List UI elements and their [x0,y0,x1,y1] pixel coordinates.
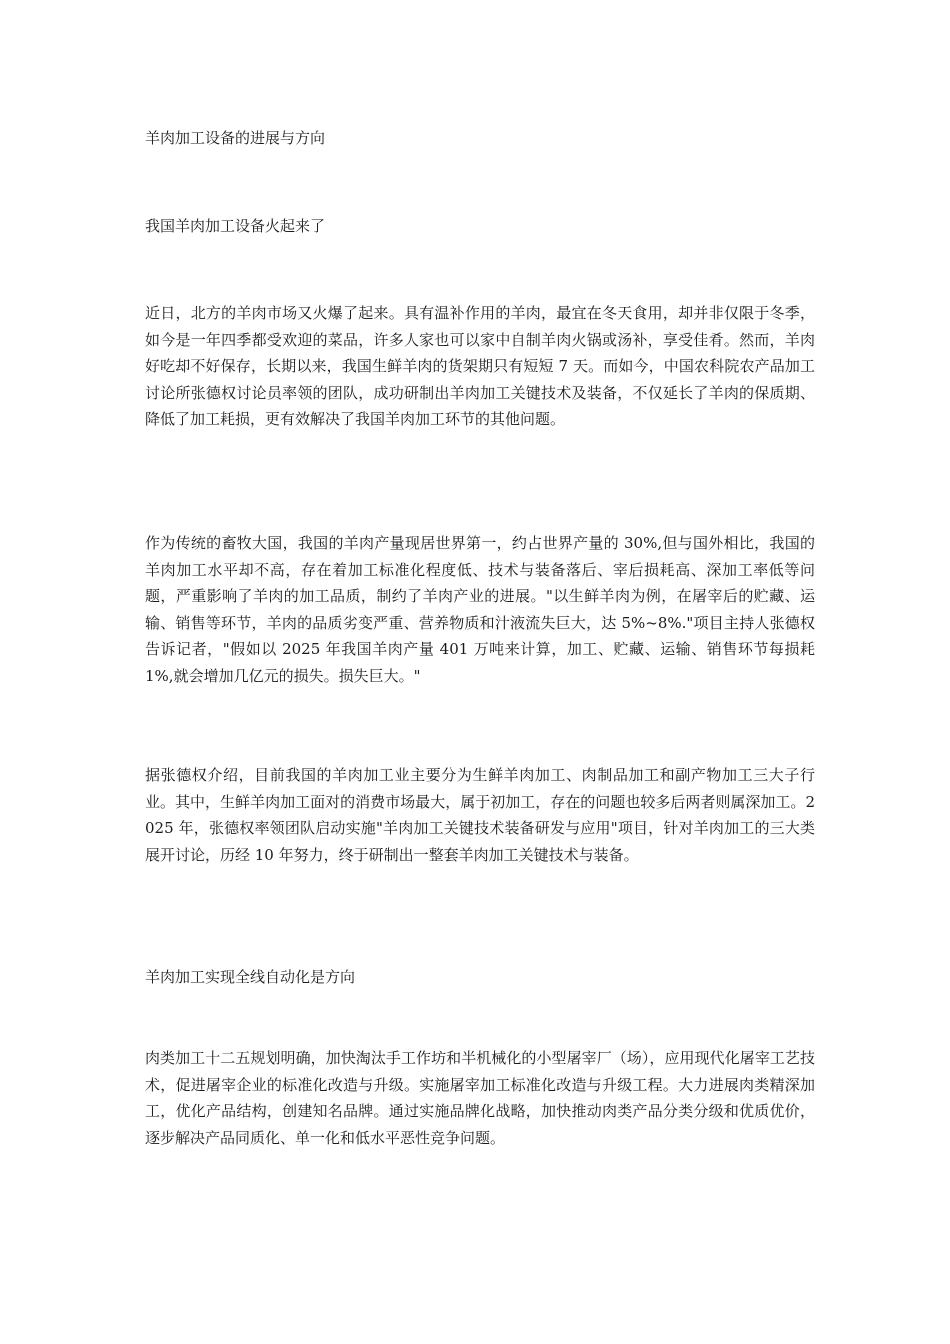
document-title: 羊肉加工设备的进展与方向 [145,129,326,147]
section-heading-1: 我国羊肉加工设备火起来了 [145,217,326,235]
paragraph-1: 近日，北方的羊肉市场又火爆了起来。具有温补作用的羊肉，最宜在冬天食用，却并非仅限于冬季，如今是一年四季都受欢迎的菜品，许多人家也可以家中自制羊肉火锅或汤补，享受佳肴。然而，羊肉好吃却不好保存，长期以来，我国生鲜羊肉的货架期只有短短 7 天。而如今，中国农科院农产品加工讨论所张德权讨论员率领的团队，成功研制出羊肉加工关键技术及装备，不仅延长了羊肉的保质期、降低了加工耗损，更有效解决了我国羊肉加工环节的其他问题。 [145,304,815,428]
section-heading-2: 羊肉加工实现全线自动化是方向 [145,968,356,986]
paragraph-3: 据张德权介绍，目前我国的羊肉加工业主要分为生鲜羊肉加工、肉制品加工和副产物加工三大子行业。其中，生鲜羊肉加工面对的消费市场最大，属于初加工，存在的问题也较多后两者则属深加工。2025 年，张德权率领团队启动实施"羊肉加工关键技术装备研发与应用"项目，针对羊肉加工的三大类展开讨论，历经 10 年努力，终于研制出一整套羊肉加工关键技术与装备。 [145,766,815,864]
paragraph-4: 肉类加工十二五规划明确，加快淘汰手工作坊和半机械化的小型屠宰厂（场），应用现代化屠宰工艺技术，促进屠宰企业的标准化改造与升级。实施屠宰加工标准化改造与升级工程。大力进展肉类精深加工，优化产品结构，创建知名品牌。通过实施品牌化战略，加快推动肉类产品分类分级和优质优价，逐步解决产品同质化、单一化和低水平恶性竞争问题。 [145,1049,815,1147]
paragraph-2: 作为传统的畜牧大国，我国的羊肉产量现居世界第一，约占世界产量的 30%,但与国外相比，我国的羊肉加工水平却不高，存在着加工标准化程度低、技术与装备落后、宰后损耗高、深加工率低等问题，严重影响了羊肉的加工品质，制约了羊肉产业的进展。"以生鲜羊肉为例，在屠宰后的贮藏、运输、销售等环节，羊肉的品质劣变严重、营养物质和汁液流失巨大，达 5%~8%."项目主持人张德权告诉记者，"假如以 2025 年我国羊肉产量 401 万吨来计算，加工、贮藏、运输、销售环节每损耗 1%,就会增加几亿元的损失。损失巨大。" [145,534,815,685]
